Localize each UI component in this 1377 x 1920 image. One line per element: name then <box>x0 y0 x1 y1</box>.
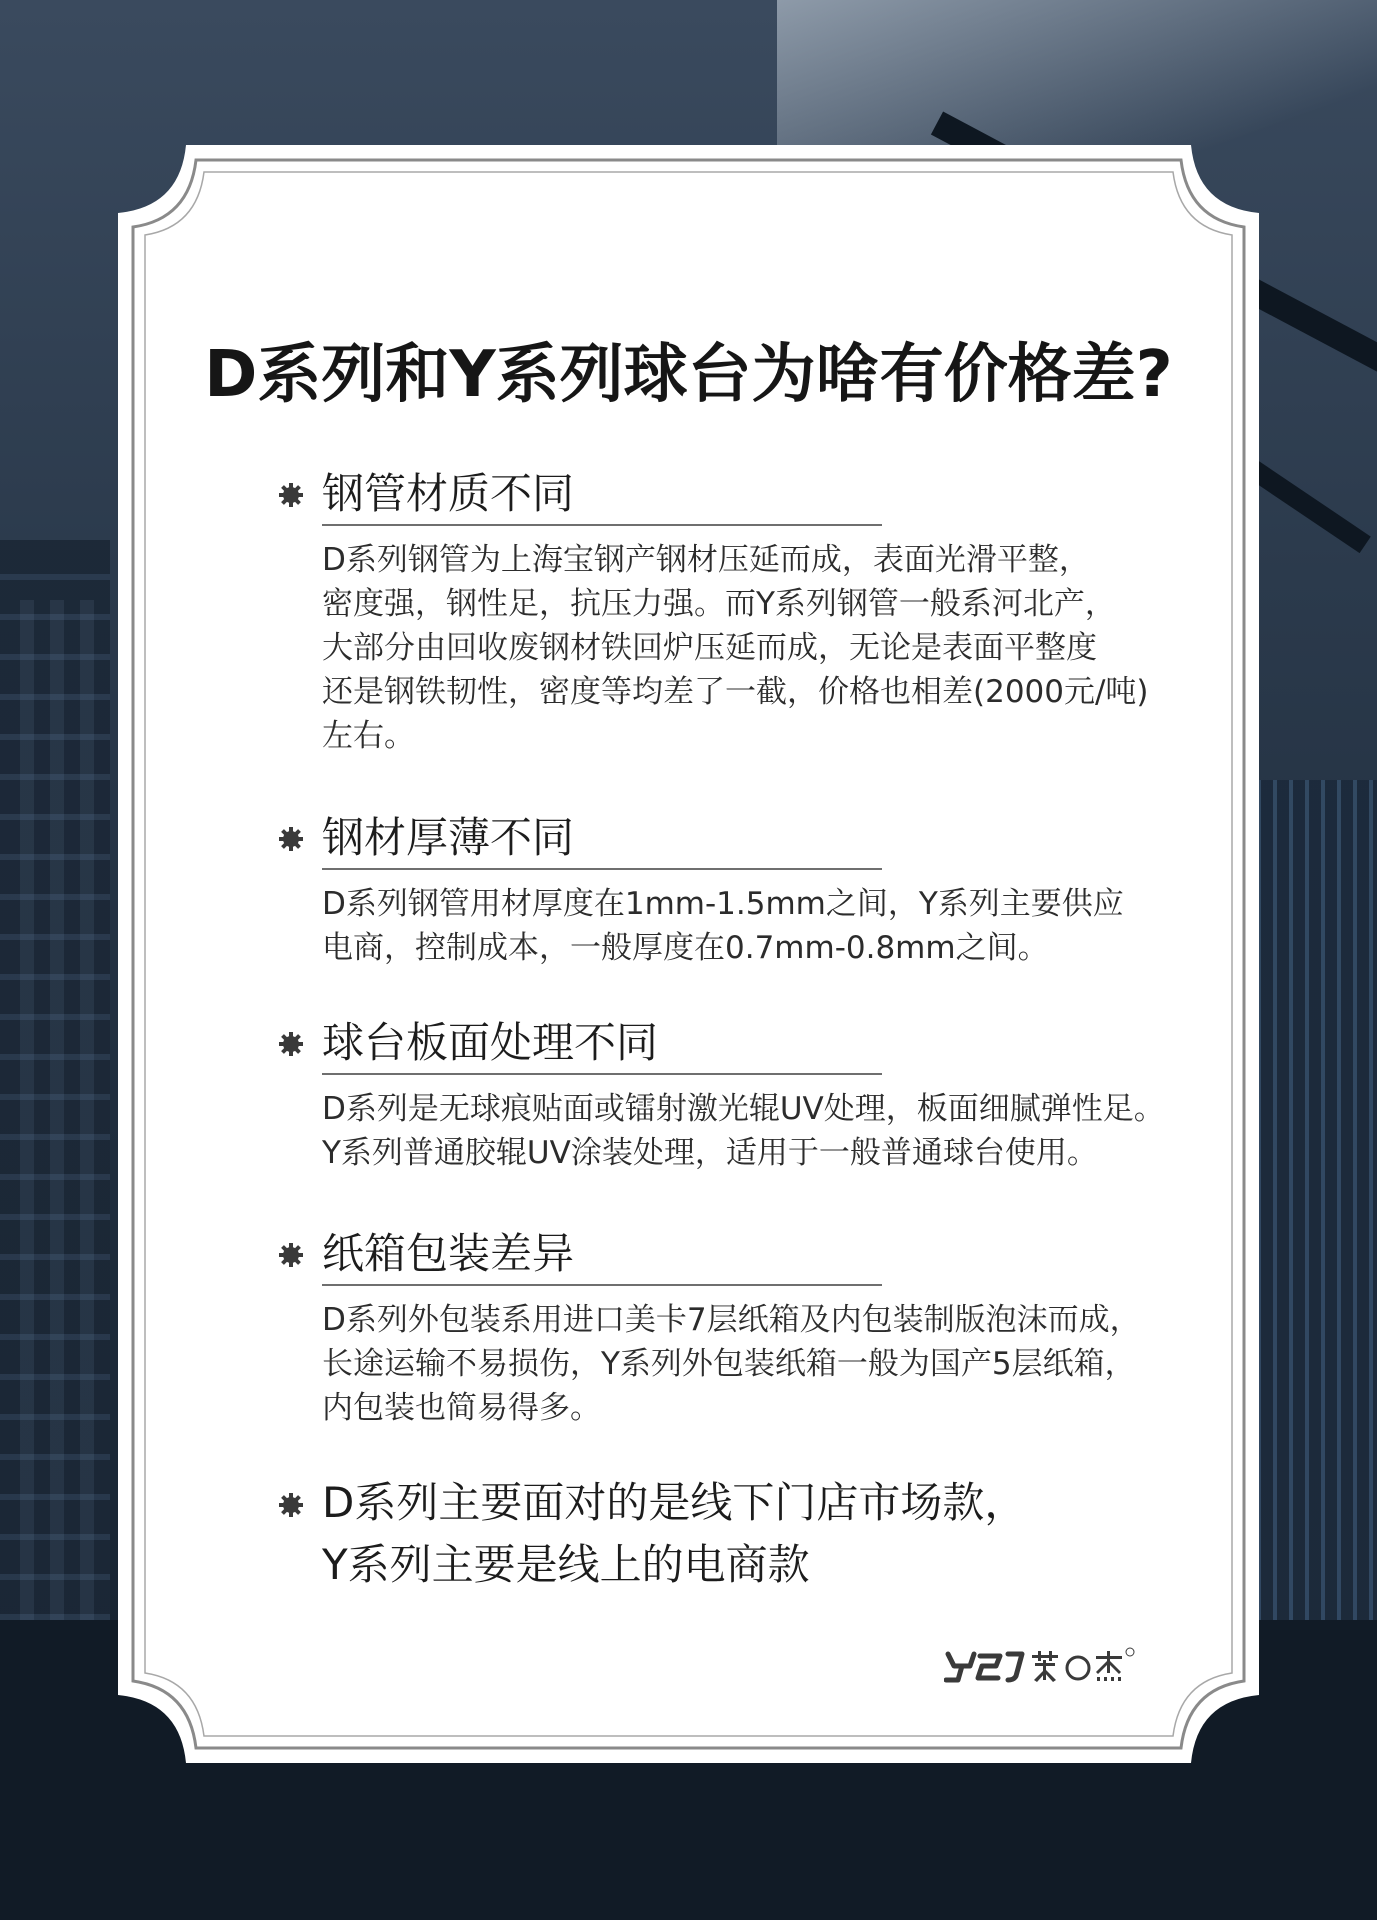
section-heading: 纸箱包装差异 <box>322 1229 575 1278</box>
section-heading: 钢材厚薄不同 <box>322 813 575 862</box>
section-header <box>278 1015 1218 1075</box>
gear-bullet-icon <box>278 1492 304 1518</box>
body-line: D系列是无球痕贴面或镭射激光辊UV处理，板面细腻弹性足。 <box>322 1091 1165 1127</box>
body-line: 大部分由回收废钢材铁回炉压延而成，无论是表面平整度 <box>322 630 1097 666</box>
gear-bullet-icon <box>278 826 304 852</box>
section-header <box>278 810 1218 870</box>
section-heading: 球台板面处理不同 <box>322 1018 659 1067</box>
body-line: D系列钢管用材厚度在1mm-1.5mm之间，Y系列主要供应 <box>322 886 1124 922</box>
section-body <box>322 1298 1222 1430</box>
section-header <box>278 1226 1218 1286</box>
page-title: D系列和Y系列球台为啥有价格差? <box>204 338 1173 412</box>
body-line: 长途运输不易损伤，Y系列外包装纸箱一般为国产5层纸箱， <box>322 1346 1136 1382</box>
section-divider <box>322 524 882 526</box>
body-line: D系列外包装系用进口美卡7层纸箱及内包装制版泡沫而成， <box>322 1302 1141 1338</box>
conclusion-text <box>322 1472 1026 1596</box>
section-header <box>278 466 1218 526</box>
yzj-logo <box>944 1646 1164 1686</box>
section-packaging <box>278 1226 1218 1426</box>
body-line: 内包装也简易得多。 <box>322 1390 601 1426</box>
section-body <box>322 538 1222 758</box>
section-body <box>322 1087 1222 1175</box>
section-divider <box>322 868 882 870</box>
conclusion-line: Y系列主要是线上的电商款 <box>322 1540 810 1589</box>
body-line: 左右。 <box>322 718 415 754</box>
body-line: 还是钢铁韧性，密度等均差了一截，价格也相差(2000元/吨) <box>322 674 1149 710</box>
section-surface-treatment <box>278 1015 1218 1171</box>
body-line: 密度强，钢性足，抗压力强。而Y系列钢管一般系河北产， <box>322 586 1116 622</box>
section-body <box>322 882 1222 970</box>
body-line: Y系列普通胶辊UV涂装处理，适用于一般普通球台使用。 <box>322 1135 1098 1171</box>
conclusion-line: D系列主要面对的是线下门店市场款， <box>322 1478 1027 1527</box>
section-steel-thickness <box>278 810 1218 966</box>
section-steel-material <box>278 466 1218 754</box>
section-divider <box>322 1284 882 1286</box>
body-line: D系列钢管为上海宝钢产钢材压延而成，表面光滑平整， <box>322 542 1090 578</box>
gear-bullet-icon <box>278 482 304 508</box>
gear-bullet-icon <box>278 1031 304 1057</box>
gear-bullet-icon <box>278 1242 304 1268</box>
body-line: 电商，控制成本，一般厚度在0.7mm-0.8mm之间。 <box>322 930 1049 966</box>
section-heading: 钢管材质不同 <box>322 469 575 518</box>
section-divider <box>322 1073 882 1075</box>
